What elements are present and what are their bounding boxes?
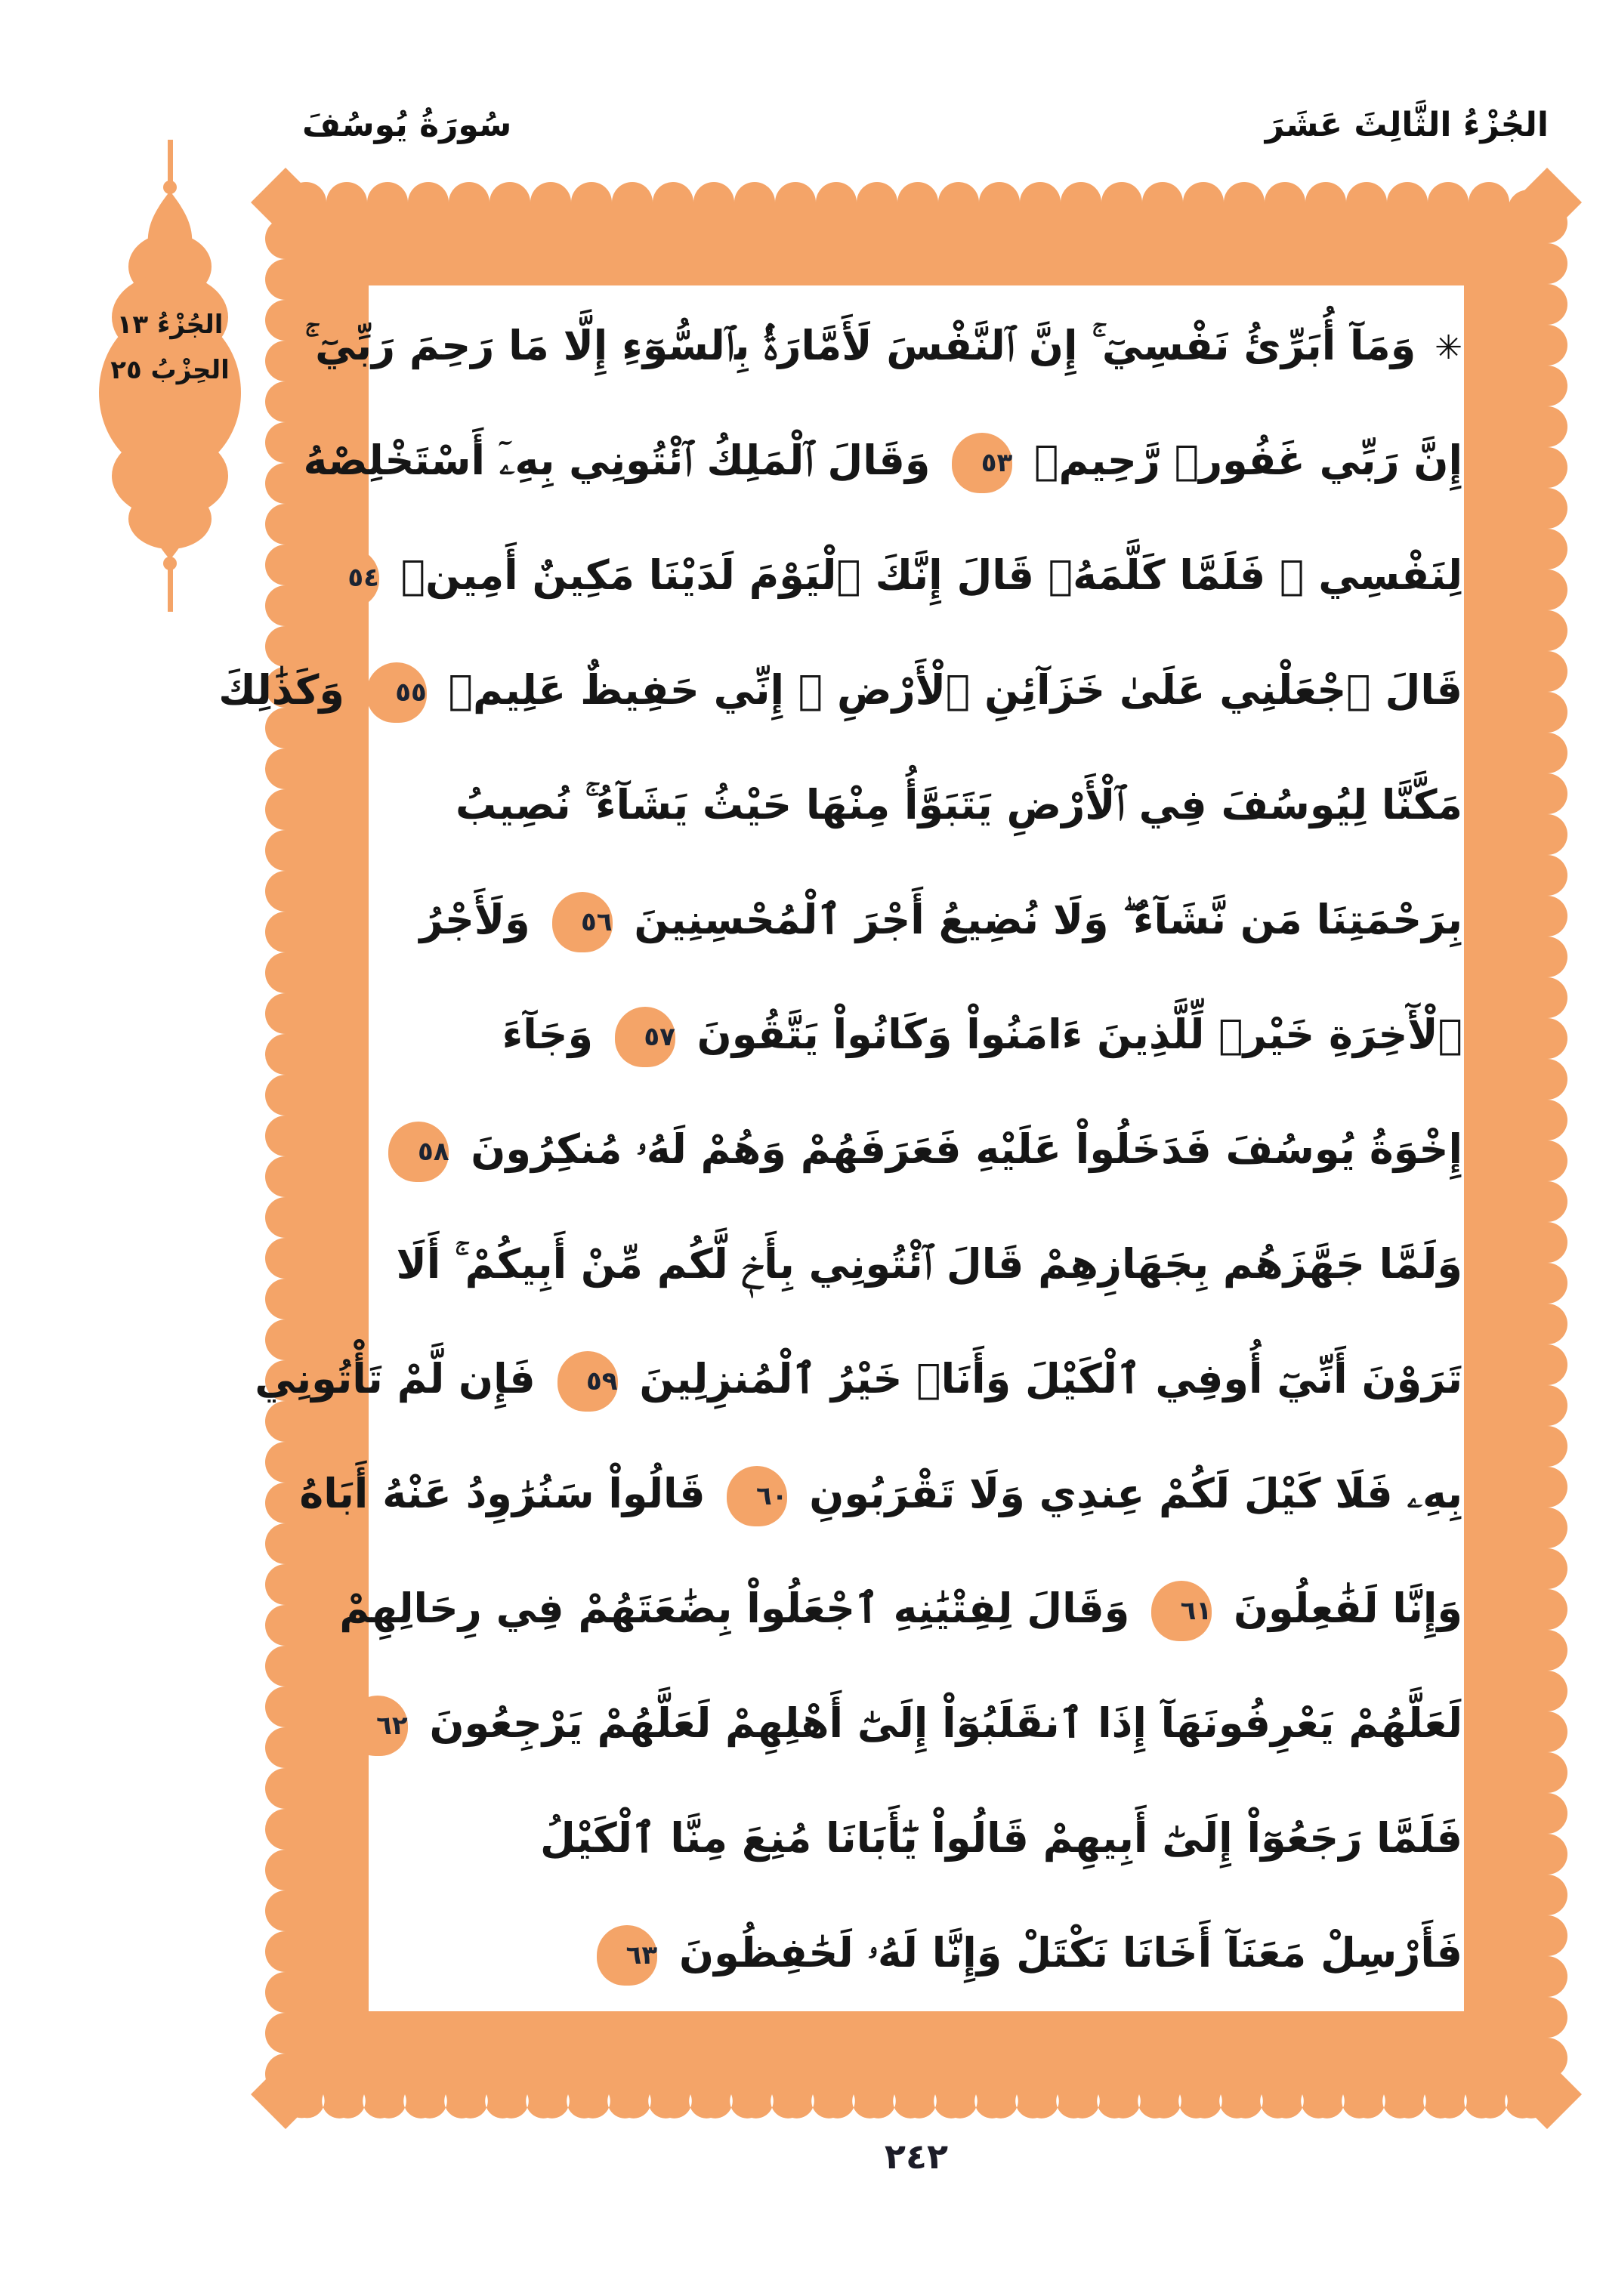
verse-number-marker: ٦٠ [727,1466,787,1526]
verse-number-marker: ٦٢ [347,1696,408,1756]
ayah-text: وَلَمَّا جَهَّزَهُم بِجَهَازِهِمْ قَالَ ٱئْتُونِي بِأَخٖ لَّكُم مِّنْ أَبِيكُمْ ۚ أَلَا [396,1240,1462,1288]
ayah-text: وَلَأَجْرُ [419,896,530,943]
ayah-text: وَإِنَّا لَفَٰعِلُونَ [1233,1585,1462,1632]
quran-line [255,1322,1462,1437]
verse-number-marker: ٥٣ [952,433,1012,493]
quran-line [299,1437,1462,1551]
quran-line [370,977,1462,1092]
quran-line [347,518,1462,633]
ayah-text: ٱلْأٓخِرَةِ خَيْرٞ لِّلَّذِينَ ءَامَنُواْ وَكَانُواْ يَتَّقُونَ [696,1011,1462,1058]
ayah-text: وَقَالَ ٱلْمَلِكُ ٱئْتُونِي بِهِۦٓ أَسْتَخْلِصْهُ [303,437,931,484]
page-number: ٢٤٢ [884,2136,949,2177]
verse-number-marker: ٥٤ [319,548,379,608]
surah-title: سُورَةُ يُوسُفَ [302,106,512,144]
ayah-text: فَإِن لَّمْ تَأْتُونِي [255,1355,536,1403]
verse-number-marker: ٦١ [1151,1581,1212,1641]
ayah-text: وَقَالَ لِفِتْيَٰنِهِ ٱجْعَلُواْ بِضَٰعَتَهُمْ فِي رِحَالِهِمْ [339,1585,1130,1632]
ayah-text: قَالَ ٱجْعَلْنِي عَلَىٰ خَزَآئِنِ ٱلْأَرْضِ ۖ إِنِّي حَفِيظٌ عَلِيمٞ [448,666,1462,714]
quran-text-block [218,289,1462,2011]
medallion-juz-label: الجُزْءُ ١٣ [116,310,224,340]
quran-line [370,1781,1462,1896]
quran-line [304,289,1462,403]
quran-line [370,1896,1462,2011]
ayah-text: لَعَلَّهُمْ يَعْرِفُونَهَآ إِذَا ٱنقَلَبُوٓاْ إِلَىٰٓ أَهْلِهِمْ لَعَلَّهُمْ يَرْجِعُونَ [429,1699,1462,1747]
ayah-text: بِرَحْمَتِنَا مَن نَّشَآءُ ۖ وَلَا نُضِيعُ أَجْرَ ٱلْمُحْسِنِينَ [634,896,1462,943]
ayah-text: تَرَوْنَ أَنِّيٓ أُوفِي ٱلْكَيْلَ وَأَنَا۠ خَيْرُ ٱلْمُنزِلِينَ [639,1355,1462,1403]
quran-line [339,1551,1462,1666]
verse-number-marker: ٥٨ [388,1122,449,1182]
ayah-text: مَكَّنَّا لِيُوسُفَ فِي ٱلْأَرْضِ يَتَبَوَّأُ مِنْهَا حَيْثُ يَشَآءُ ۚ نُصِيبُ [456,781,1462,829]
juz-header: الجُزْءُ الثَّالِثَ عَشَرَ [1265,106,1549,144]
ayah-text: قَالُواْ سَنُرَٰوِدُ عَنْهُ أَبَاهُ [299,1470,706,1517]
quran-line [370,1092,1462,1207]
verse-number-marker: ٥٦ [552,892,613,952]
verse-number-marker: ٥٧ [615,1007,675,1067]
quran-line [370,748,1462,863]
quran-line [370,1666,1462,1781]
ayah-text: لِنَفْسِي ۖ فَلَمَّا كَلَّمَهُۥ قَالَ إِنَّكَ ٱلْيَوْمَ لَدَيْنَا مَكِينٌ أَمِينٞ [400,551,1462,599]
ayah-text: إِخْوَةُ يُوسُفَ فَدَخَلُواْ عَلَيْهِ فَعَرَفَهُمْ وَهُمْ لَهُۥ مُنكِرُونَ [471,1125,1462,1173]
ayah-text: وَمَآ أُبَرِّئُ نَفْسِيٓ ۚ إِنَّ ٱلنَّفْسَ لَأَمَّارَةُۢ بِٱلسُّوٓءِ إِلَّا مَا رَحِمَ رَبِّيٓ ۚ [304,322,1416,369]
medallion-hizb-label: الحِزْبُ ٢٥ [110,355,230,385]
verse-number-marker: ٥٥ [366,662,427,723]
rub-el-hizb-icon: ✳ [1435,329,1462,368]
ayah-text: بِهِۦ فَلَا كَيْلَ لَكُمْ عِندِي وَلَا تَقْرَبُونِ [809,1470,1462,1517]
ayah-text: وَجَآءَ [502,1011,594,1058]
quran-line [370,1207,1462,1322]
ayah-text: وَكَذَٰلِكَ [218,666,344,714]
verse-number-marker: ٦٣ [597,1925,657,1986]
ayah-text: إِنَّ رَبِّي غَفُورٞ رَّحِيمٞ [1034,437,1462,484]
verse-number-marker: ٥٩ [557,1351,618,1412]
quran-line [303,403,1462,518]
ayah-text: فَأَرْسِلْ مَعَنَآ أَخَانَا نَكْتَلْ وَإِنَّا لَهُۥ لَحَٰفِظُونَ [679,1929,1462,1977]
ayah-text: فَلَمَّا رَجَعُوٓاْ إِلَىٰٓ أَبِيهِمْ قَالُواْ يَٰٓأَبَانَا مُنِعَ مِنَّا ٱلْكَيْلُ [540,1814,1462,1862]
quran-line [218,633,1462,748]
quran-line [370,863,1462,977]
